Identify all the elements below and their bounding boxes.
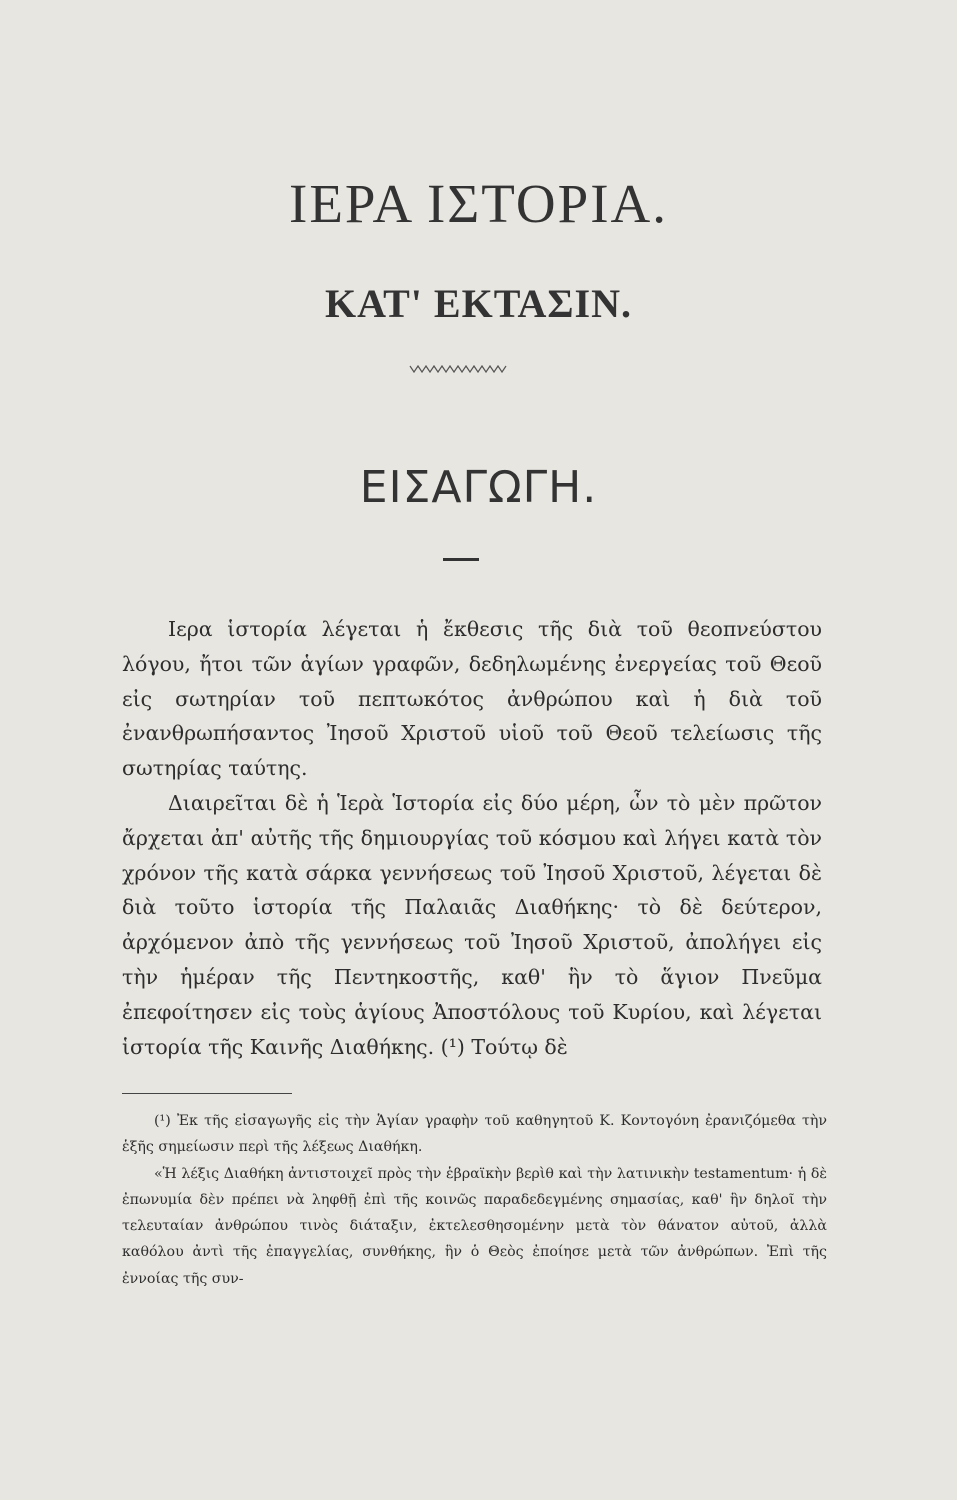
wavy-ornament — [408, 362, 508, 376]
section-heading: ΕΙΣΑΓΩΓΗ. — [359, 462, 598, 513]
page-subtitle: ΚΑΤ' ΕΚΤΑΣΙΝ. — [325, 281, 632, 326]
body-text — [122, 612, 822, 1064]
footnote: (¹) Ἐκ τῆς εἰσαγωγῆς εἰς τὴν Ἁγίαν γραφὴν τοῦ καθηγητοῦ Κ. Κοντογόνη ἐρανιζόμεθα τὴν ἑξῆς σημείωσιν περὶ τῆς λέξεως Διαθήκη. — [122, 1113, 827, 1156]
heading-rule — [443, 558, 479, 561]
paragraph: Ιερα ἱστορία λέγεται ἡ ἔκθεσις τῆς διὰ τοῦ θεοπνεύστου λόγου, ἤτοι τῶν ἁγίων γραφῶν, δεδηλωμένης ἐνεργείας τοῦ Θεοῦ εἰς σωτηρίαν τοῦ πεπτωκότος ἀνθρώπου καὶ ἡ διὰ τοῦ ἐνανθρωπήσαντος Ἰησοῦ Χριστοῦ υἱοῦ τοῦ Θεοῦ τελείωσις τῆς σωτηρίας ταύτης. — [122, 617, 822, 781]
footnotes — [122, 1108, 827, 1292]
footnote: «Ἡ λέξις Διαθήκη ἀντιστοιχεῖ πρὸς τὴν ἑβραϊκὴν βερὶθ καὶ τὴν λατινικὴν testamentum· ἡ δὲ ἐπωνυμία δὲν πρέπει νὰ ληφθῇ ἐπὶ τῆς κοινῶς παραδεδεγμένης σημασίας, καθ' ἣν δηλοῖ τὴν τελευταίαν ἀνθρώπου τινὸς διάταξιν, ἐκτελεσθησομένην μετὰ τὸν θάνατον αὐτοῦ, ἀλλὰ καθόλου ἀντὶ τῆς ἐπαγγελίας, συνθήκης, ἣν ὁ Θεὸς ἐποίησε μετὰ τῶν ἀνθρώπων. Ἐπὶ τῆς ἐννοίας τῆς συν- — [122, 1165, 827, 1287]
footnote-divider — [122, 1093, 292, 1094]
paragraph: Διαιρεῖται δὲ ἡ Ἱερὰ Ἱστορία εἰς δύο μέρη, ὧν τὸ μὲν πρῶτον ἄρχεται ἀπ' αὐτῆς τῆς δημιουργίας τοῦ κόσμου καὶ λήγει κατὰ τὸν χρόνον τῆς κατὰ σάρκα γεννήσεως τοῦ Ἰησοῦ Χριστοῦ, λέγεται δὲ διὰ τοῦτο ἱστορία τῆς Παλαιᾶς Διαθήκης· τὸ δὲ δεύτερον, ἀρχόμενον ἀπὸ τῆς γεννήσεως τοῦ Ἰησοῦ Χριστοῦ, ἀπολήγει εἰς τὴν ἡμέραν τῆς Πεντηκοστῆς, καθ' ἣν τὸ ἅγιον Πνεῦμα ἐπεφοίτησεν εἰς τοὺς ἁγίους Ἀποστόλους τοῦ Κυρίου, καὶ λέγεται ἱστορία τῆς Καινῆς Διαθήκης. (¹) Τούτῳ δὲ — [122, 790, 822, 1059]
page-title: ΙΕΡΑ ΙΣΤΟΡΙΑ. — [289, 173, 668, 234]
